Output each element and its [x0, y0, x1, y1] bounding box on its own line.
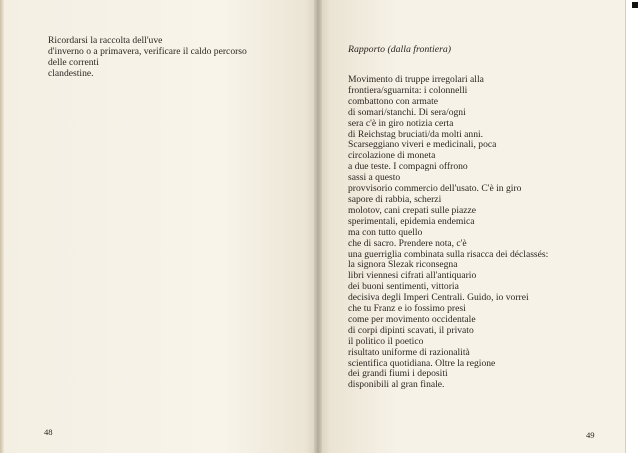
poem-line: decisiva degli Imperi Centrali. Guido, io vorrei: [348, 292, 529, 304]
poem-text: [348, 75, 548, 391]
poem-line: di Reichstag bruciati/da molti anni.: [348, 128, 484, 140]
poem-line: sperimentali, epidemia endemica: [348, 215, 475, 227]
poem-line: combattono con armate: [348, 95, 439, 107]
poem-line: dei buoni sentimenti, vittoria: [348, 281, 459, 293]
left-line: Ricordarsi la raccolta dell'uve: [48, 35, 163, 46]
poem-line: sera c'è in giro notizia certa: [348, 117, 454, 129]
poem-line: molotov, cani crepati sulle piazze: [348, 204, 477, 216]
poem-title: Rapporto (dalla frontiera): [348, 44, 452, 55]
poem-line: di corpi dipinti scavati, il privato: [348, 324, 474, 336]
poem-line: provvisorio commercio dell'usato. C'è in giro: [348, 183, 522, 195]
poem-line: Movimento di truppe irregolari alla: [348, 74, 484, 85]
poem-line: dei grandi fiumi i depositi: [348, 368, 448, 380]
poem-line: disponibili al gran finale.: [348, 379, 445, 391]
left-line: clandestine.: [48, 67, 94, 79]
left-line: delle correnti: [48, 56, 99, 68]
poem-line: libri viennesi cifrati all'antiquario: [348, 270, 477, 282]
poem-line: sassi a questo: [348, 172, 401, 184]
poem-line: scientifica quotidiana. Oltre la regione: [348, 357, 496, 369]
poem-line: Scarseggiano viveri e medicinali, poca: [348, 139, 497, 151]
left-page-number: 48: [44, 427, 53, 437]
left-line: d'inverno o a primavera, verificare il caldo percorso: [48, 45, 247, 57]
poem-line: frontiera/sguarnita: i colonnelli: [348, 84, 468, 96]
poem-line: sapore di rabbia, scherzi: [348, 193, 442, 205]
left-page-text: [48, 36, 247, 80]
poem-line: che di sacro. Prendere nota, c'è: [348, 237, 467, 249]
poem-line: il politico il poetico: [348, 335, 424, 347]
right-page-number: 49: [586, 430, 595, 440]
right-page-edge: [625, 0, 640, 453]
poem-line: a due teste. I compagni offrono: [348, 161, 468, 173]
poem-line: come per movimento occidentale: [348, 313, 476, 325]
poem-line: che tu Franz e io fossimo presi: [348, 303, 466, 315]
poem-line: ma con tutto quello: [348, 226, 423, 238]
right-page: [318, 0, 640, 453]
poem-line: la signora Slezak riconsegna: [348, 259, 458, 271]
poem-line: risultato uniforme di razionalità: [348, 346, 470, 358]
poem-line: di somari/stanchi. Di sera/ogni: [348, 106, 466, 118]
corner-mark: [632, 2, 638, 8]
poem-line: una guerriglia combinata sulla risacca dei déclassés:: [348, 248, 549, 260]
poem-line: circolazione di moneta: [348, 150, 436, 162]
book-gutter: [314, 0, 322, 453]
left-page-edge: [0, 0, 4, 453]
left-page: [0, 0, 318, 453]
